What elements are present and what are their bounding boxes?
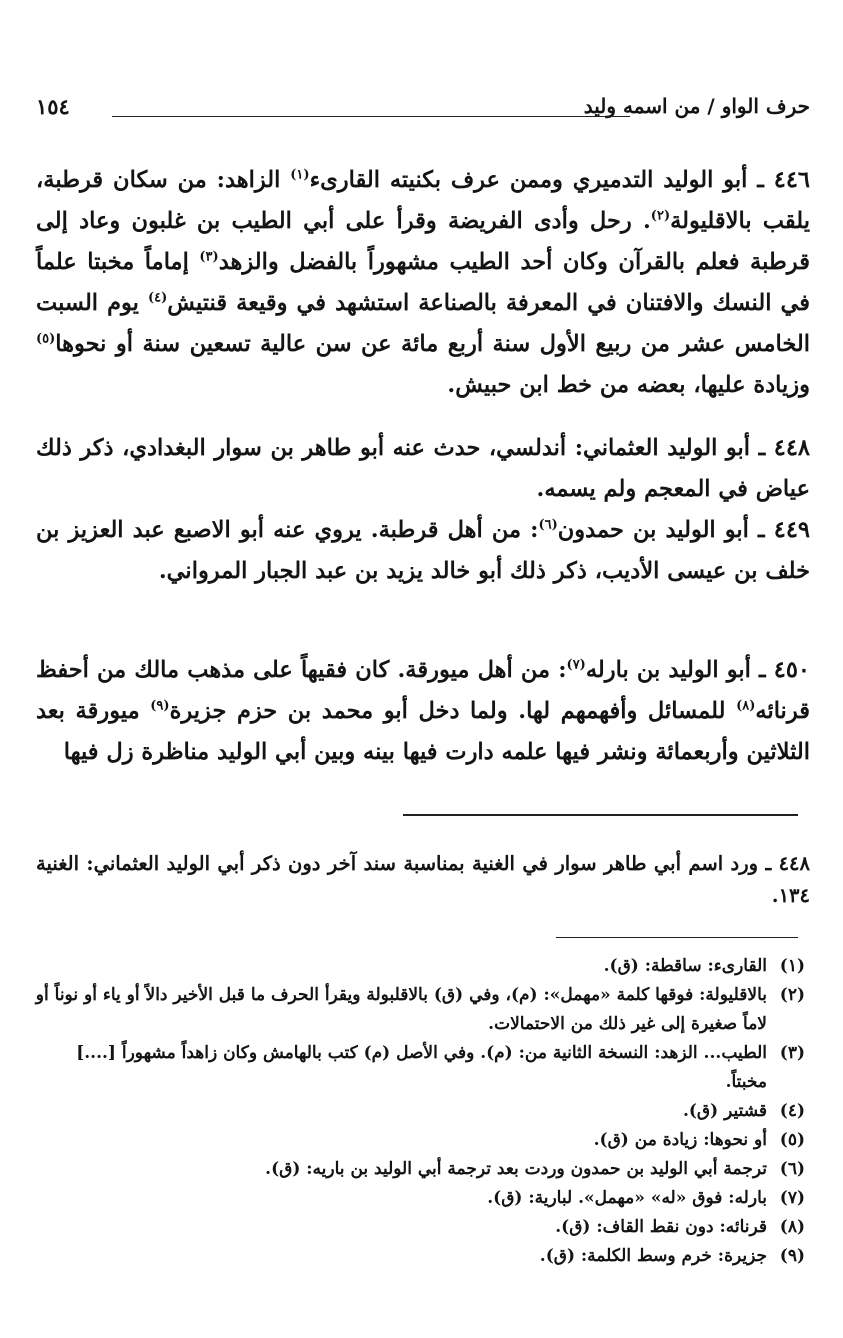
footnote: (٥) أو نحوها: زيادة من (ق). xyxy=(593,1130,805,1150)
footnote: (٤) قشتير (ق). xyxy=(682,1101,805,1121)
header-title: حرف الواو / من اسمه وليد xyxy=(583,94,810,118)
footnote-marker: (٤) xyxy=(148,290,168,306)
footnote: (٣) الطيب... الزهد: النسخة الثانية من: (م). وفي الأصل (م) كتب بالهامش وكان زاهداً مشهوراً [....] مخبتاً. xyxy=(76,1043,805,1092)
footnote: (١) القارىء: ساقطة: (ق). xyxy=(603,956,805,976)
entry-449: ٤٤٩ ـ أبو الوليد بن حمدون$^{(٦)}$: من أهل قرطبة. يروي عنه أبو الاصبع عبد العزيز بن خلف بن عيسى الأديب، ذكر ذلك أبو خالد يزيد بن عبد الجبار المرواني. xyxy=(36,517,810,584)
footnote-marker: (٦) xyxy=(538,517,558,533)
footnote-marker: (٩) xyxy=(150,698,170,714)
editor-note-448: ٤٤٨ ـ ورد اسم أبي طاهر سوار في الغنية بمناسبة سند آخر دون ذكر أبي الوليد العثماني: الغنية ١٣٤. xyxy=(36,852,810,907)
entry-448: ٤٤٨ ـ أبو الوليد العثماني: أندلسي، حدث عنه أبو طاهر بن سوار البغدادي، ذكر ذلك عياض في المعجم ولم يسمه. xyxy=(36,435,810,502)
footnote: (٦) ترجمة أبي الوليد بن حمدون وردت بعد ترجمة أبي الوليد بن باريه: (ق). xyxy=(265,1159,805,1179)
footnote: (٢) بالاقليولة: فوقها كلمة «مهمل»: (م)، وفي (ق) بالاقلبولة ويقرأ الحرف ما قبل الأخير دالاً أو ياء أو نوناً أو لاماً صغيرة إلى غير ذلك من الاحتمالات. xyxy=(35,985,805,1034)
footnote: (٨) قرنائه: دون نقط القاف: (ق). xyxy=(555,1217,805,1237)
footnotes-divider xyxy=(556,937,798,938)
entry-446: ٤٤٦ ـ أبو الوليد التدميري وممن عرف بكنيته القارىء$^{(١)}$ الزاهد: من سكان قرطبة، يلقب بالاقليولة$^{(٢)}$. رحل وأدى الفريضة وقرأ على أبي الطيب بن غلبون وعاد إلى قرطبة فعلم بالقرآن وكان أحد الطيب مشهوراً بالفضل والزهد$^{(٣)}$ إماماً مخبتا علماً في النسك والافتنان في المعرفة بالصناعة استشهد في وقيعة قنتيش$^{(٤)}$ يوم السبت الخامس عشر من ربيع الأول سنة أربع مائة عن سن عالية تسعين سنة أو نحوها$^{(٥)}$ وزيادة عليها، بعضه من خط ابن حبيش. xyxy=(36,167,811,398)
footnote: (٧) بارله: فوق «له» «مهمل». لبارية: (ق). xyxy=(487,1188,805,1208)
footnote-marker: (٢) xyxy=(650,208,671,224)
footnote-marker: (٨) xyxy=(736,698,756,714)
footnote-marker: (٥) xyxy=(36,331,56,347)
footnote-marker: (٣) xyxy=(199,249,219,265)
footnote-marker: (١) xyxy=(290,167,310,183)
running-header xyxy=(36,94,810,126)
footnote-marker: (٧) xyxy=(566,657,586,673)
header-rule xyxy=(112,116,630,117)
entry-450: ٤٥٠ ـ أبو الوليد بن بارله$^{(٧)}$: من أهل ميورقة. كان فقيهاً على مذهب مالك من أحفظ قرنائه$^{(٨)}$ للمسائل وأفهمهم لها. ولما دخل أبو محمد بن حزم جزيرة$^{(٩)}$ ميورقة بعد الثلاثين وأربعمائة ونشر فيها علمه دارت فيها بينه وبين أبي الوليد مناظرة زل فيها xyxy=(36,657,810,765)
notes-divider xyxy=(403,814,798,816)
footnotes-list xyxy=(30,952,805,1271)
page-number: ١٥٤ xyxy=(36,94,70,119)
footnote: (٩) جزيرة: خرم وسط الكلمة: (ق). xyxy=(539,1246,805,1266)
